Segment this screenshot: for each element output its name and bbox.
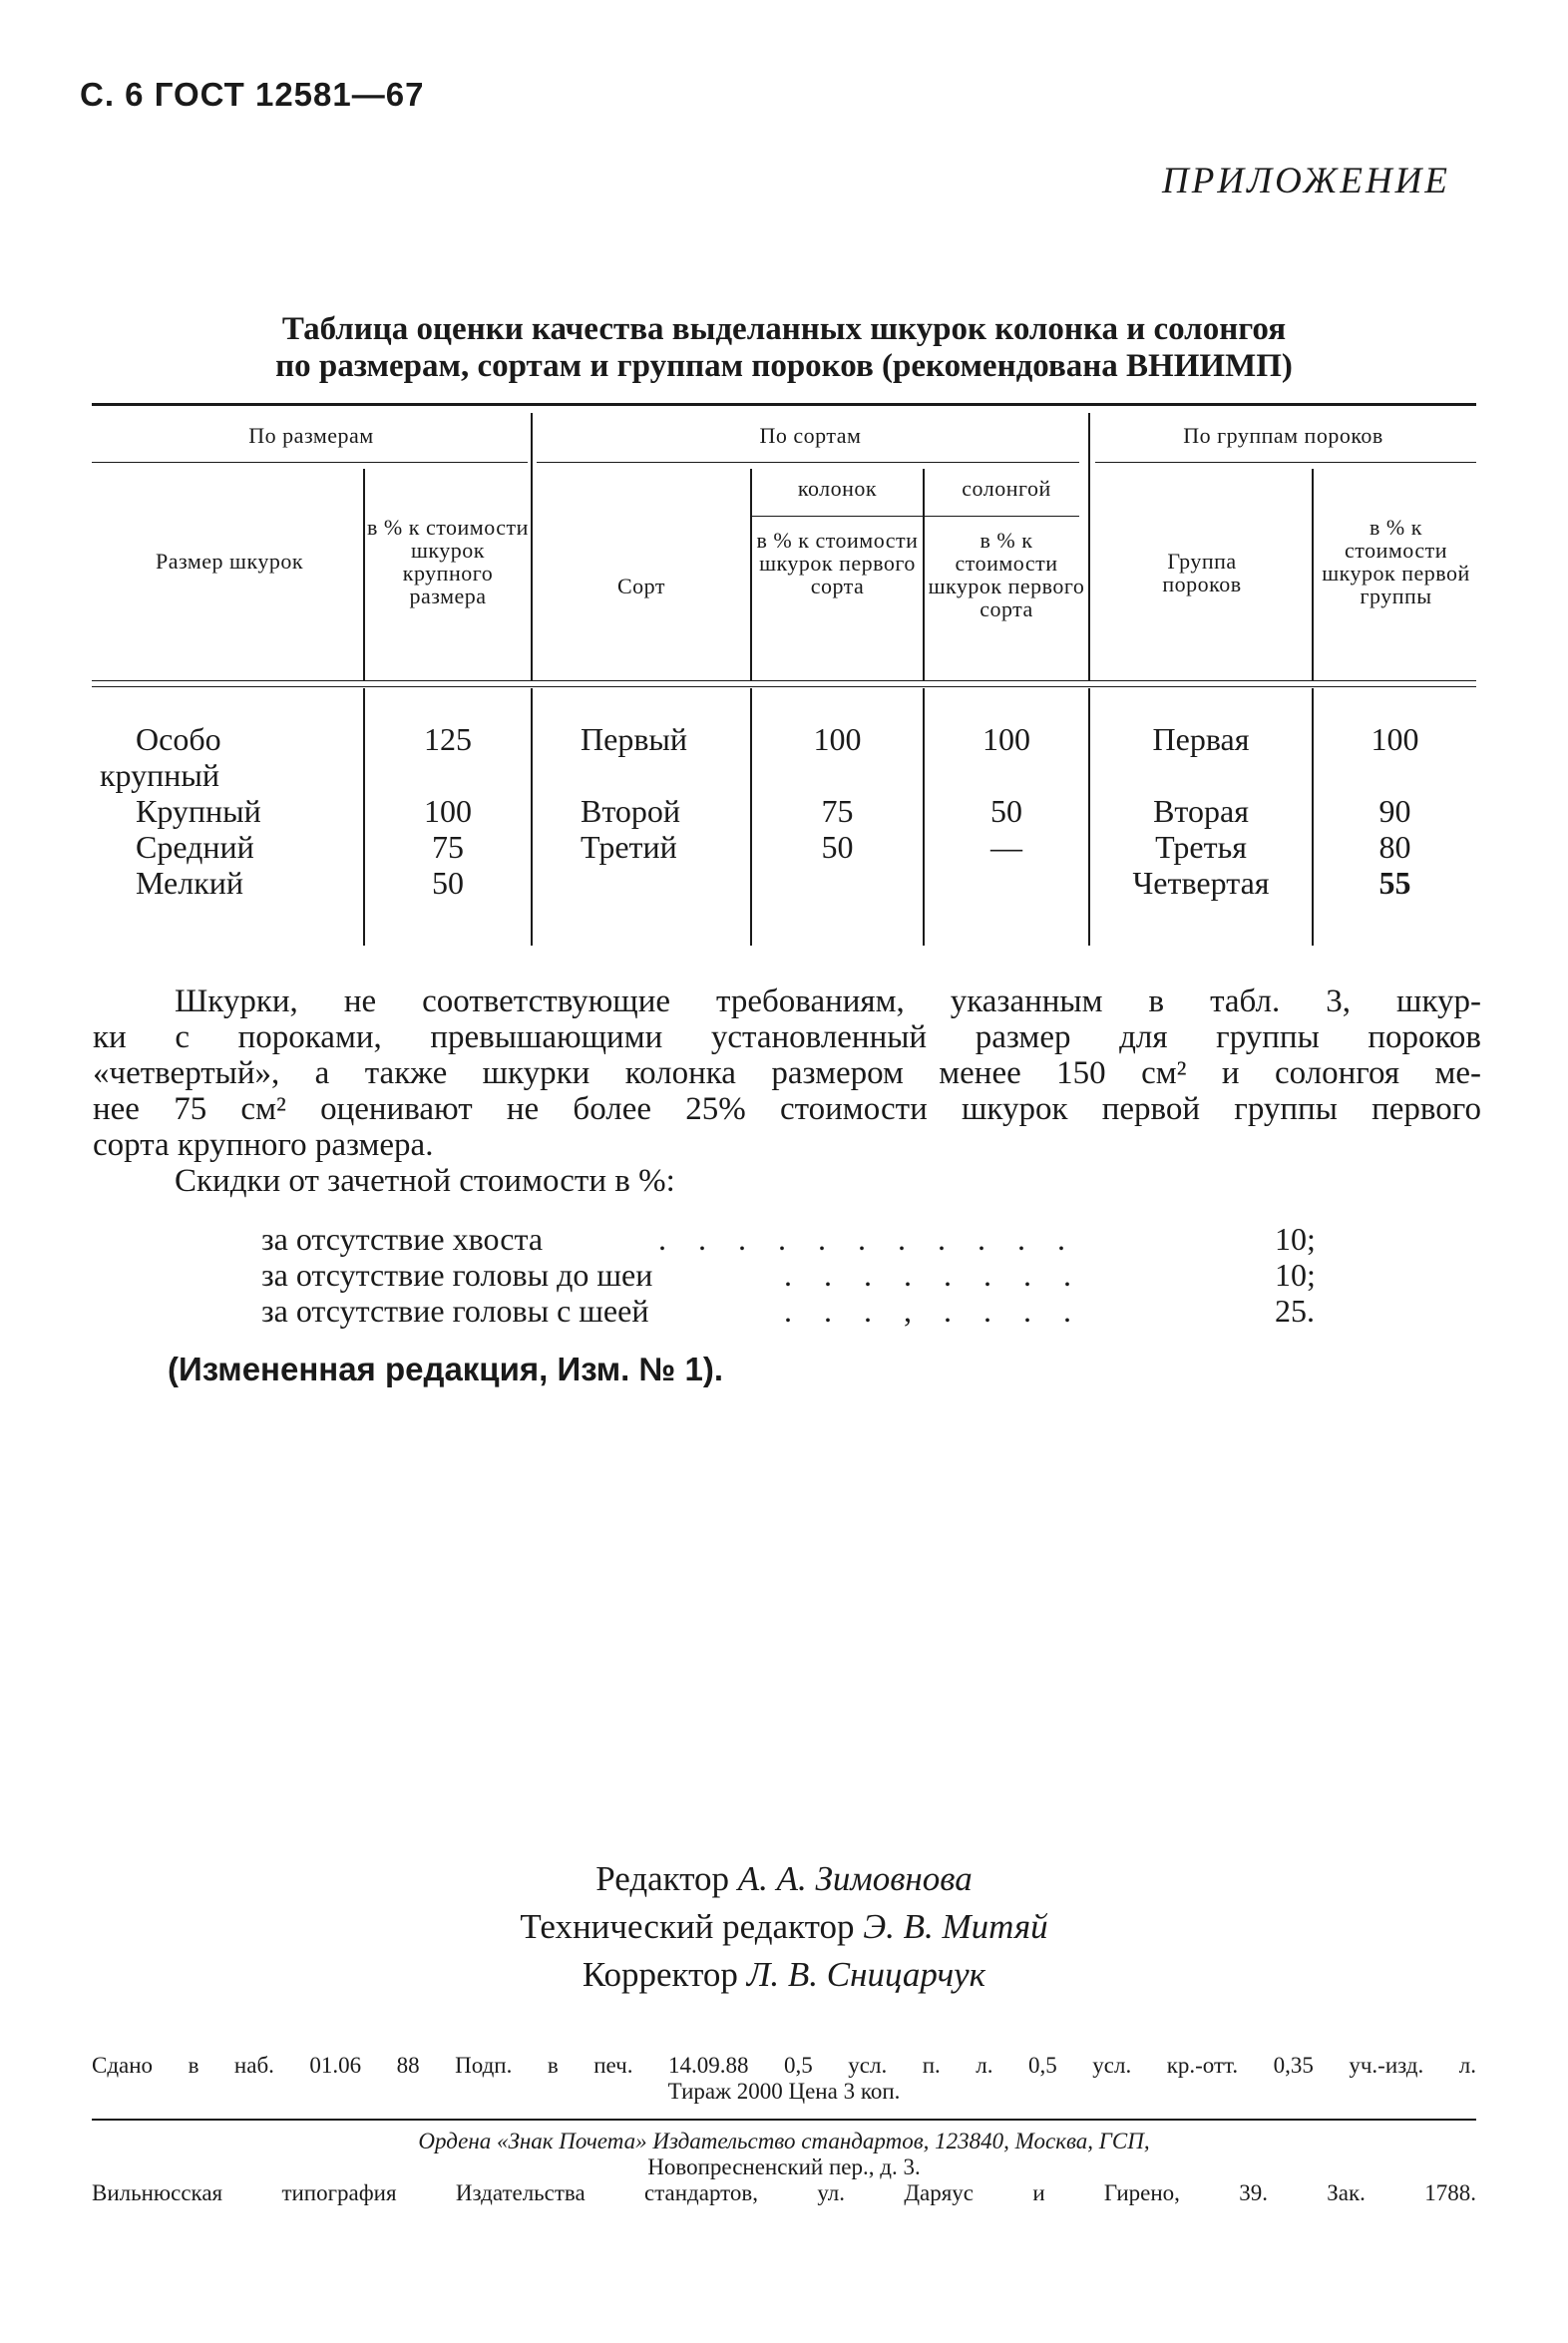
- credit-corrector: [0, 1955, 1568, 1995]
- kolonok-pct: 75: [821, 793, 854, 829]
- defect-pct: 80: [1378, 829, 1411, 865]
- credit-name: Э. В. Митяй: [863, 1907, 1048, 1946]
- sort-name: Третий: [581, 829, 677, 865]
- defect-pct: 55: [1378, 865, 1411, 901]
- discount-label: за отсутствие головы с шеей: [261, 1293, 649, 1329]
- leader-dots: . . . . . . . .: [784, 1257, 1083, 1293]
- vrule: [363, 469, 365, 680]
- rule: [537, 462, 1079, 463]
- col-header-size-pct: в % к стоимости шкурок крупного размера: [367, 515, 529, 608]
- table-title-line1: Таблица оценки качества выделанных шкурок колонка и солонгоя: [281, 311, 1287, 347]
- col-header-kolonok-pct: в % к стоимости шкурок первого сорта: [756, 528, 919, 598]
- size-pct: 50: [432, 865, 464, 901]
- vrule: [531, 413, 533, 680]
- imprint-line: Тираж 2000 Цена 3 коп.: [667, 2079, 901, 2104]
- col-header-sort: Сорт: [617, 574, 665, 598]
- size-name: Крупный: [136, 793, 261, 829]
- discount-value: 10;: [1275, 1257, 1316, 1293]
- col-header-defect: Группа пороков: [1162, 549, 1242, 596]
- size-name: Особо: [136, 721, 221, 757]
- paragraph-line: нее 75 см² оценивают не более 25% стоимости шкурок первой группы первого: [93, 1091, 1481, 1127]
- subheader-solongoy: солонгой: [962, 476, 1051, 501]
- vrule: [1312, 469, 1314, 680]
- group-header-sort: По сортам: [759, 423, 862, 448]
- revision-note: (Измененная редакция, Изм. № 1).: [168, 1351, 723, 1387]
- size-name: Средний: [136, 829, 254, 865]
- size-pct: 125: [424, 721, 472, 757]
- sort-name: Второй: [581, 793, 681, 829]
- col-header-size: Размер шкурок: [155, 549, 304, 574]
- defect-name: Четвертая: [1132, 865, 1270, 901]
- credit-editor: [0, 1859, 1568, 1899]
- vrule: [750, 469, 752, 680]
- vrule: [923, 469, 925, 680]
- discount-value: 10;: [1275, 1221, 1316, 1257]
- defect-name: Третья: [1155, 829, 1247, 865]
- discount-label: за отсутствие хвоста: [261, 1221, 544, 1257]
- size-name: крупный: [100, 757, 219, 793]
- defect-pct: 90: [1378, 793, 1411, 829]
- sort-name: Первый: [581, 721, 688, 757]
- page-header: С. 6 ГОСТ 12581—67: [80, 76, 425, 113]
- vrule: [1088, 413, 1090, 680]
- vrule: [531, 688, 533, 946]
- size-name: Мелкий: [136, 865, 243, 901]
- defect-name: Вторая: [1153, 793, 1249, 829]
- imprint-rule: [92, 2119, 1476, 2121]
- credit-label: Корректор: [582, 1955, 738, 1994]
- header-rule: [92, 686, 1476, 687]
- size-pct: 75: [432, 829, 464, 865]
- group-header-defect: По группам пороков: [1183, 423, 1383, 448]
- group-header-size: По размерам: [248, 423, 374, 448]
- defect-name: Первая: [1152, 721, 1250, 757]
- rule: [750, 516, 1079, 517]
- kolonok-pct: 100: [813, 721, 862, 757]
- note-paragraph: [93, 983, 1481, 1163]
- leader-dots: . . . , . . . .: [784, 1293, 1083, 1329]
- subheader-kolonok: колонок: [797, 476, 878, 501]
- credit-tech-editor: [0, 1907, 1568, 1947]
- discount-value: 25.: [1275, 1293, 1315, 1329]
- credit-name: А. А. Зимовнова: [737, 1859, 973, 1898]
- solongoy-pct: 50: [990, 793, 1022, 829]
- credit-label: Технический редактор: [520, 1907, 855, 1946]
- appendix-label: ПРИЛОЖЕНИЕ: [1162, 161, 1450, 201]
- col-header-defect-pct: в % к стоимости шкурок первой группы: [1322, 515, 1470, 608]
- paragraph-line: Шкурки, не соответствующие требованиям, указанным в табл. 3, шкур-: [175, 983, 1481, 1019]
- header-rule: [92, 680, 1476, 681]
- printer-line: Вильнюсская типография Издательства стандартов, ул. Даряус и Гирено, 39. Зак. 1788.: [92, 2180, 1476, 2205]
- paragraph-line: ки с пороками, превышающими установленный размер для группы пороков: [93, 1019, 1481, 1055]
- publisher-line: Новопресненский пер., д. 3.: [647, 2154, 921, 2179]
- imprint-line: Сдано в наб. 01.06 88 Подп. в печ. 14.09.88 0,5 усл. п. л. 0,5 усл. кр.-отт. 0,35 уч.-изд. л.: [92, 2053, 1476, 2078]
- solongoy-pct: 100: [982, 721, 1030, 757]
- discounts-intro: Скидки от зачетной стоимости в %:: [175, 1163, 675, 1199]
- solongoy-pct: —: [990, 829, 1022, 865]
- kolonok-pct: 50: [821, 829, 854, 865]
- paragraph-line: «четвертый», а также шкурки колонка размером менее 150 см² и солонгоя ме-: [93, 1055, 1481, 1091]
- table-title-line2: по размерам, сортам и группам пороков (рекомендована ВНИИМП): [275, 348, 1293, 384]
- rule: [1095, 462, 1476, 463]
- credit-name: Л. В. Сницарчук: [746, 1955, 986, 1994]
- size-pct: 100: [424, 793, 472, 829]
- credit-label: Редактор: [595, 1859, 730, 1898]
- col-header-solongoy-pct: в % к стоимости шкурок первого сорта: [928, 528, 1085, 621]
- paragraph-line: сорта крупного размера.: [93, 1127, 434, 1163]
- publisher-line: [0, 2129, 1568, 2154]
- defect-pct: 100: [1371, 721, 1419, 757]
- table-top-rule: [92, 403, 1476, 406]
- discount-label: за отсутствие головы до шеи: [261, 1257, 653, 1293]
- leader-dots: . . . . . . . . . . .: [658, 1221, 1077, 1257]
- rule: [92, 462, 528, 463]
- publisher-text: Ордена «Знак Почета» Издательство стандартов, 123840, Москва, ГСП,: [418, 2129, 1150, 2153]
